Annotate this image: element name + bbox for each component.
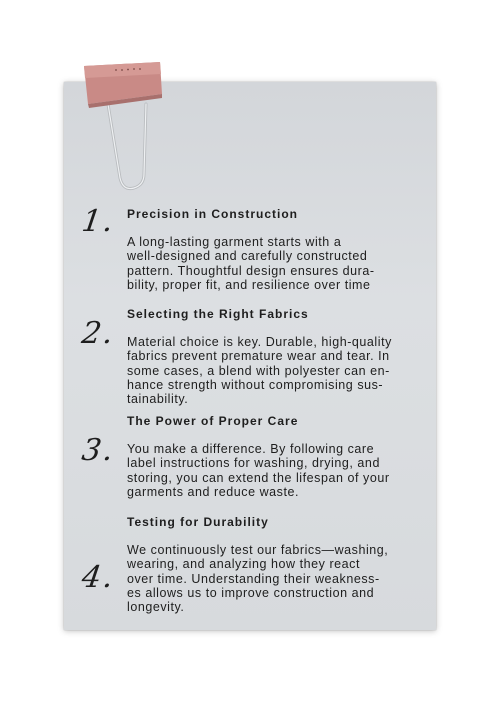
item-title-4: Testing for Durability (127, 515, 269, 529)
body-line: es allows us to improve construction and (127, 585, 375, 600)
body-line: storing, you can extend the lifespan of your (127, 470, 390, 485)
item-body-2 (127, 335, 423, 406)
body-line: hance strength without compromising sus- (127, 377, 384, 392)
item-number-text: 2. (79, 316, 118, 351)
binder-clip-icon (82, 60, 164, 200)
body-line: tainability. (127, 392, 189, 407)
item-title-1: Precision in Construction (127, 207, 299, 221)
body-line: over time. Understanding their weakness- (127, 571, 380, 586)
item-body-4 (127, 543, 423, 614)
body-line: pattern. Thoughtful design ensures dura- (127, 263, 375, 278)
item-number-3 (79, 433, 118, 468)
body-line: Material choice is key. Durable, high-quality (127, 335, 392, 349)
body-line: some cases, a blend with polyester can en- (127, 363, 390, 378)
item-number-1 (79, 204, 118, 239)
body-line: well-designed and carefully constructed (127, 249, 368, 264)
body-line: We continuously test our fabrics—washing, (127, 543, 389, 557)
item-number-text: 3. (79, 433, 118, 468)
body-line: label instructions for washing, drying, and (127, 456, 380, 471)
item-number-text: 1. (79, 204, 118, 239)
item-title-3: The Power of Proper Care (127, 414, 299, 428)
body-line: A long-lasting garment starts with a (127, 235, 342, 249)
body-line: bility, proper fit, and resilience over time (127, 277, 371, 292)
item-number-2 (79, 316, 118, 351)
body-line: You make a difference. By following care (127, 442, 375, 456)
item-number-text: 4. (79, 560, 118, 595)
body-line: fabrics prevent premature wear and tear. In (127, 349, 390, 364)
item-title-2: Selecting the Right Fabrics (127, 307, 309, 321)
body-line: wearing, and analyzing how they react (127, 557, 360, 572)
body-line: longevity. (127, 600, 185, 615)
body-line: garments and reduce waste. (127, 484, 300, 499)
item-number-4 (79, 560, 118, 595)
item-body-1 (127, 235, 423, 292)
item-body-3 (127, 442, 423, 499)
